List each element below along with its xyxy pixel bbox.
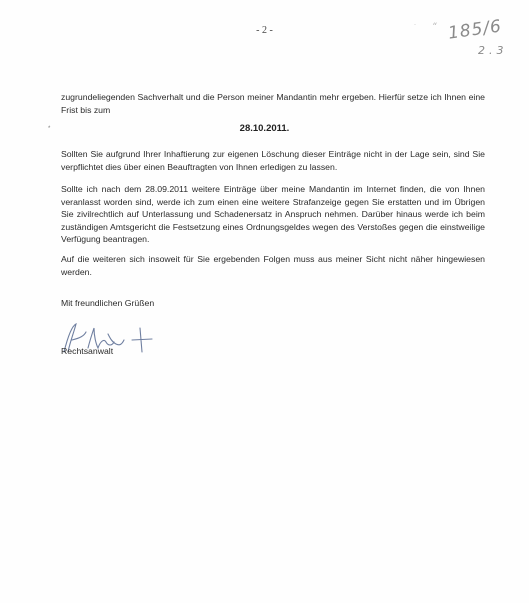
- margin-mark: *: [48, 126, 51, 132]
- signer-role: Rechtsanwalt: [61, 346, 114, 356]
- closing-greeting: Mit freundlichen Grüßen: [61, 298, 155, 308]
- paragraph-consequences: Sollte ich nach dem 28.09.2011 weitere Einträge über meine Mandantin im Internet finden, die von Ihnen veranlasst worden sind, werde ich zum einen eine weitere Strafanzeige gegen Sie erstatten und im Übrigen Sie zivilrechtlich auf Unterlassung und Schadenersatz in Anspruch nehmen. Darüber hinaus werde ich beim zuständigen Amtsgericht die Festsetzung eines Ordnungsgeldes wegen des Verstoßes gegen die einstweilige Verfügung beantragen.: [61, 184, 485, 244]
- scan-mark: ·: [414, 22, 416, 28]
- handwritten-reference: 185/6: [446, 16, 504, 44]
- page-number: - 2 -: [256, 25, 273, 36]
- deadline-date: 28.10.2011.: [239, 123, 290, 134]
- paragraph-inability: Sollten Sie aufgrund Ihrer Inhaftierung zur eigenen Löschung dieser Einträge nicht in der Lage sein, sind Sie verpflichtet dies über einen Beauftragten von Ihnen erledigen zu lassen.: [61, 149, 485, 172]
- paragraph-further-consequences: Auf die weiteren sich insoweit für Sie ergebenden Folgen muss aus meiner Sicht nicht näher hingewiesen werden.: [61, 254, 485, 277]
- handwritten-tick: “: [432, 22, 437, 32]
- handwritten-subreference: 2.3: [478, 44, 508, 57]
- paragraph-deadline-intro: zugrundeliegenden Sachverhalt und die Person meiner Mandantin mehr ergeben. Hierfür setze ich Ihnen eine Frist bis zum: [61, 92, 485, 115]
